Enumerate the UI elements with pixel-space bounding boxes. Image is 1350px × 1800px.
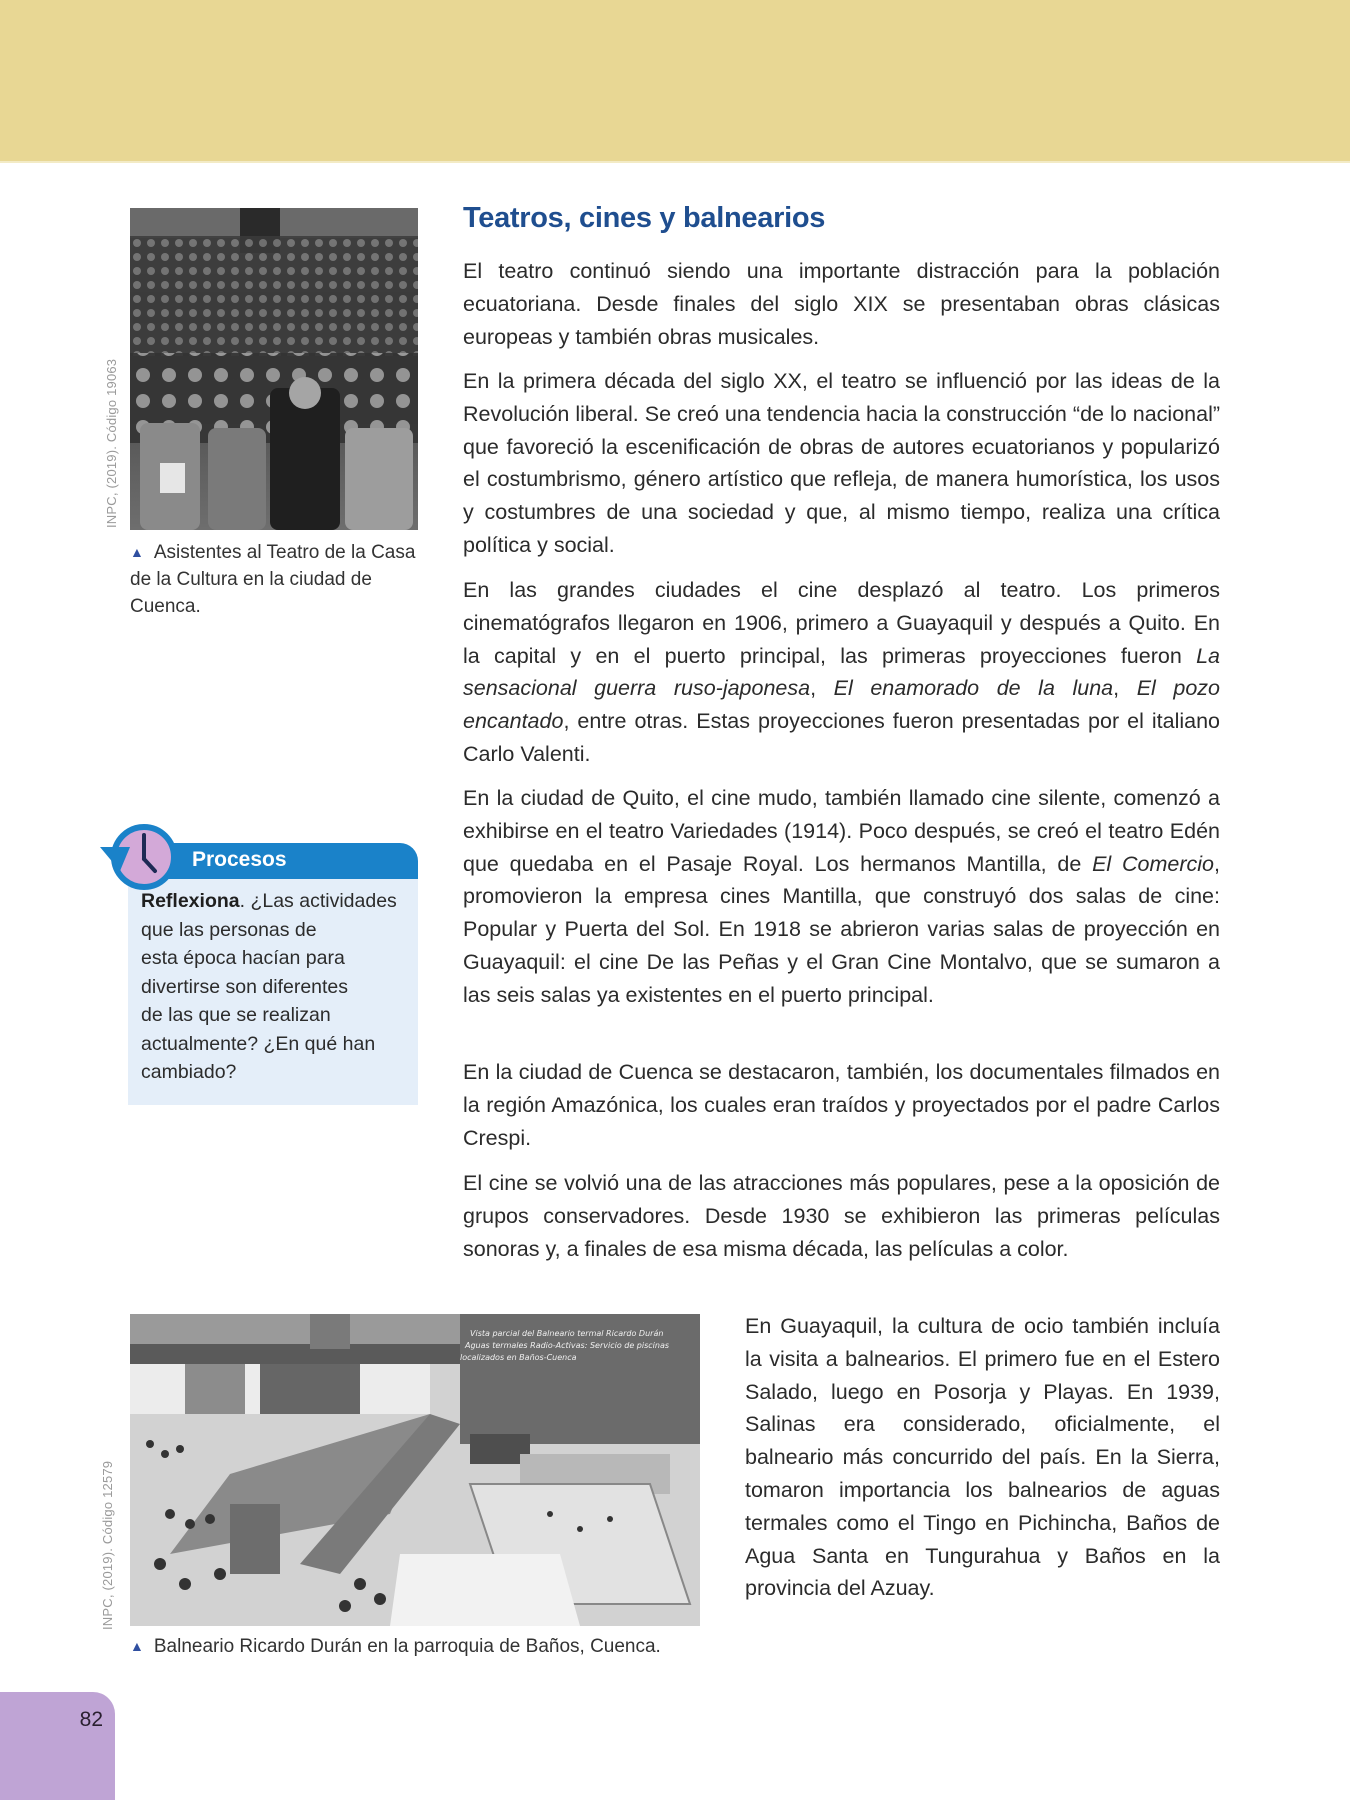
clock-icon — [100, 819, 178, 897]
caption-text: Balneario Ricardo Durán en la parroquia de Baños, Cuenca. — [153, 1636, 661, 1657]
page-number-tab — [0, 1692, 115, 1800]
paragraph-4: En la ciudad de Quito, el cine mudo, también llamado cine silente, comenzó a exhibirse en el teatro Variedades (1914). Poco después, se creó el teatro Edén que quedaba en el Pasaje Royal. Los hermanos Mantilla, de El Comercio, promovieron la empresa cines Mantilla, que construyó dos salas de cine: Popular y Puerta del Sol. En 1918 se abrieron varias salas de proyección en Guayaquil: el cine De las Peñas y el Gran Cine Montalvo, que se sumaron a las seis salas ya existentes en el puerto principal. — [463, 786, 1220, 1007]
procesos-body — [128, 879, 418, 1105]
photo-credit-1: INPC, (2019). Código 19063 — [104, 358, 119, 528]
section-title: Teatros, cines y balnearios — [463, 202, 826, 234]
svg-text:Aguas termales Radio-Activas:: Aguas termales Radio-Activas: Servicio de piscinas — [465, 1341, 670, 1350]
newspaper-title: El Comercio — [1092, 851, 1214, 876]
procesos-line-3: esta época hacían para — [141, 947, 345, 969]
photo-credit-2: INPC, (2019). Código 12579 — [100, 1460, 115, 1630]
procesos-title: Procesos — [192, 848, 287, 871]
paragraph-7: En Guayaquil, la cultura de ocio también incluía la visita a balnearios. El primero fue en el Estero Salado, luego en Posorja y Playas. En 1939, Salinas era considerado, oficialmente, el balneario más concurrido del país. En la Sierra, tomaron importancia los balnearios de aguas termales como el Tingo en Pichincha, Baños de Agua Santa en Tungurahua y Baños en la provincia del Azuay. — [745, 1314, 1220, 1601]
photo-placeholder-icon — [130, 1314, 700, 1626]
paragraph-3: En las grandes ciudades el cine desplazó al teatro. Los primeros cinematógrafos llegaron en 1906, primero a Guayaquil y después a Quito. En la capital y en el puerto principal, las primeras proyecciones fueron La sensacional guerra ruso-japonesa, El enamorado de la luna, El pozo encantado, entre otras. Estas proyecciones fueron presentadas por el italiano Carlo Valenti. — [463, 578, 1220, 766]
triangle-up-icon: ▲ — [130, 1638, 144, 1654]
balneario-photo — [130, 1314, 700, 1626]
procesos-box — [128, 843, 418, 1105]
svg-text:localizados en Baños-Cuenca: localizados en Baños-Cuenca — [460, 1353, 577, 1362]
procesos-line-4: divertirse son diferentes — [141, 975, 349, 998]
film-title: La sensacional guerra ruso-japonesa — [463, 643, 1220, 701]
procesos-line-6: actualmente? ¿En qué han — [141, 1032, 376, 1055]
photo-caption-2 — [130, 1633, 730, 1660]
caption-text: Asistentes al Teatro de la Casa de la Cultura en la ciudad de Cuenca. — [130, 542, 416, 617]
header-band — [0, 0, 1350, 163]
page-number: 82 — [79, 1708, 103, 1731]
theater-audience-photo — [130, 208, 418, 530]
triangle-up-icon: ▲ — [130, 544, 144, 560]
film-title: El pozo encantado — [463, 676, 1220, 734]
photo-placeholder-icon — [130, 208, 418, 530]
photo-caption-1 — [130, 539, 420, 620]
paragraph-1: El teatro continuó siendo una importante distracción para la población ecuatoriana. Desde finales del siglo XIX se presentaban obras clásicas europeas y también obras musicales. — [463, 259, 1220, 349]
paragraph-6: El cine se volvió una de las atracciones más populares, pese a la oposición de grupos conservadores. Desde 1930 se exhibieron las primeras películas sonoras y, a finales de esa misma década, las películas a color. — [463, 1171, 1220, 1261]
film-title: El enamorado de la luna — [833, 676, 1114, 701]
procesos-line-1: Reflexiona. ¿Las actividades — [141, 890, 397, 912]
photo-overlay-text: Vista parcial del Balneario termal Ricardo Durán — [470, 1329, 664, 1338]
procesos-line-5: de las que se realizan — [141, 1004, 331, 1026]
paragraph-5: En la ciudad de Cuenca se destacaron, también, los documentales filmados en la región Amazónica, los cuales eran traídos y proyectados por el padre Carlos Crespi. — [463, 1060, 1220, 1150]
procesos-lead: Reflexiona — [141, 890, 240, 912]
procesos-line-7: cambiado? — [141, 1061, 237, 1083]
paragraph-2: En la primera década del siglo XX, el teatro se influenció por las ideas de la Revolución liberal. Se creó una tendencia hacia la construcción “de lo nacional” que favoreció la escenificación de obras de autores ecuatorianos y popularizó el costumbrismo, género artístico que refleja, de manera humorística, los usos y costumbres de una sociedad y que, al mismo tiempo, realiza una crítica política y social. — [463, 369, 1220, 557]
procesos-line-2: que las personas de — [141, 918, 317, 941]
